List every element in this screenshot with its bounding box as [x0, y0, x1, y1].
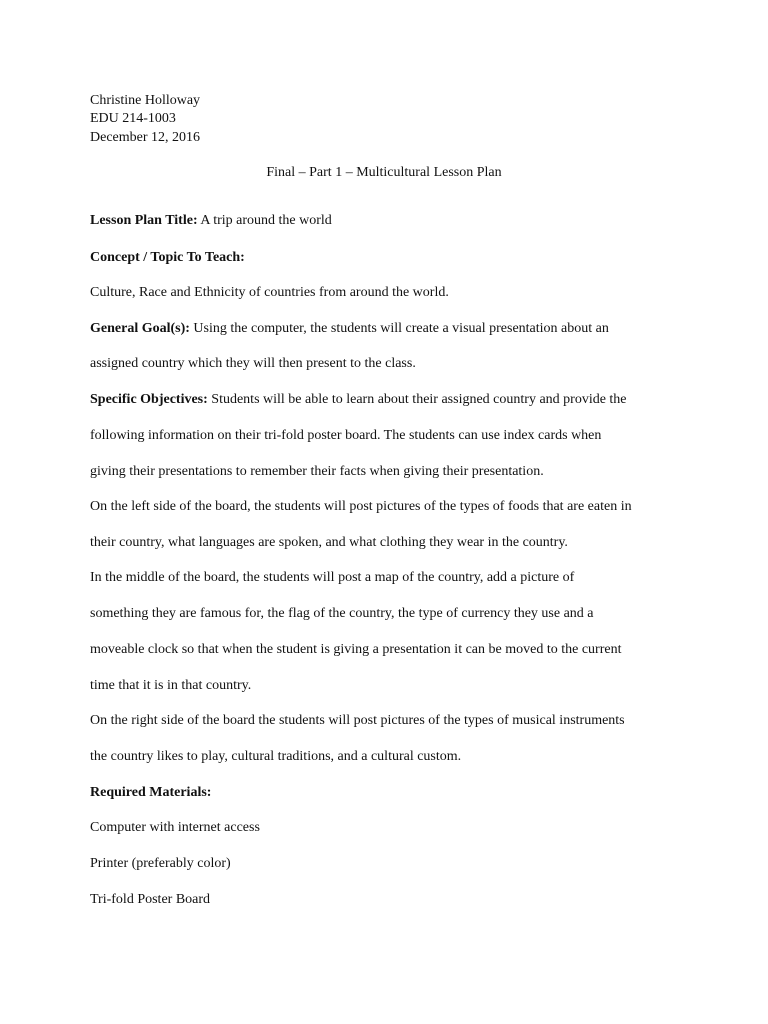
course-code: EDU 214-1003 — [90, 111, 176, 126]
general-goals-line-1 — [90, 320, 609, 338]
middle-line-4: time that it is in that country. — [90, 678, 252, 693]
concept-heading — [90, 249, 245, 267]
specific-objectives-line-1 — [90, 391, 627, 409]
document-date: December 12, 2016 — [90, 130, 201, 145]
author-name: Christine Holloway — [90, 93, 201, 108]
specific-objectives-line-2: following information on their tri-fold poster board. The students can use index cards when — [90, 428, 602, 443]
concept-text: Culture, Race and Ethnicity of countries from around the world. — [90, 285, 449, 300]
general-goals-text-1: Using the computer, the students will create a visual presentation about an — [189, 321, 609, 336]
materials-label: Required Materials: — [90, 785, 212, 800]
general-goals-line-2: assigned country which they will then present to the class. — [90, 356, 416, 371]
materials-item: Tri-fold Poster Board — [90, 892, 211, 907]
lesson-plan-title-value: A trip around the world — [197, 213, 332, 228]
right-side-line-1: On the right side of the board the students will post pictures of the types of musical instruments — [90, 713, 625, 728]
materials-item: Printer (preferably color) — [90, 856, 231, 871]
specific-objectives-text-1: Students will be able to learn about their assigned country and provide the — [207, 392, 627, 407]
specific-objectives-label: Specific Objectives: — [90, 392, 208, 407]
document-title: Final – Part 1 – Multicultural Lesson Plan — [266, 165, 502, 180]
left-side-line-1: On the left side of the board, the students will post pictures of the types of foods that are eaten in — [90, 499, 632, 514]
specific-objectives-line-3: giving their presentations to remember their facts when giving their presentation. — [90, 464, 544, 479]
lesson-plan-title-label: Lesson Plan Title: — [90, 213, 198, 228]
middle-line-1: In the middle of the board, the students will post a map of the country, add a picture of — [90, 570, 575, 585]
materials-heading — [90, 784, 211, 802]
lesson-plan-title-line — [90, 212, 332, 230]
middle-line-2: something they are famous for, the flag of the country, the type of currency they use and a — [90, 606, 594, 621]
materials-item: Computer with internet access — [90, 820, 260, 835]
left-side-line-2: their country, what languages are spoken, and what clothing they wear in the country. — [90, 535, 568, 550]
middle-line-3: moveable clock so that when the student is giving a presentation it can be moved to the current — [90, 642, 622, 657]
general-goals-label: General Goal(s): — [90, 321, 190, 336]
right-side-line-2: the country likes to play, cultural traditions, and a cultural custom. — [90, 749, 462, 764]
concept-label: Concept / Topic To Teach: — [90, 250, 245, 265]
